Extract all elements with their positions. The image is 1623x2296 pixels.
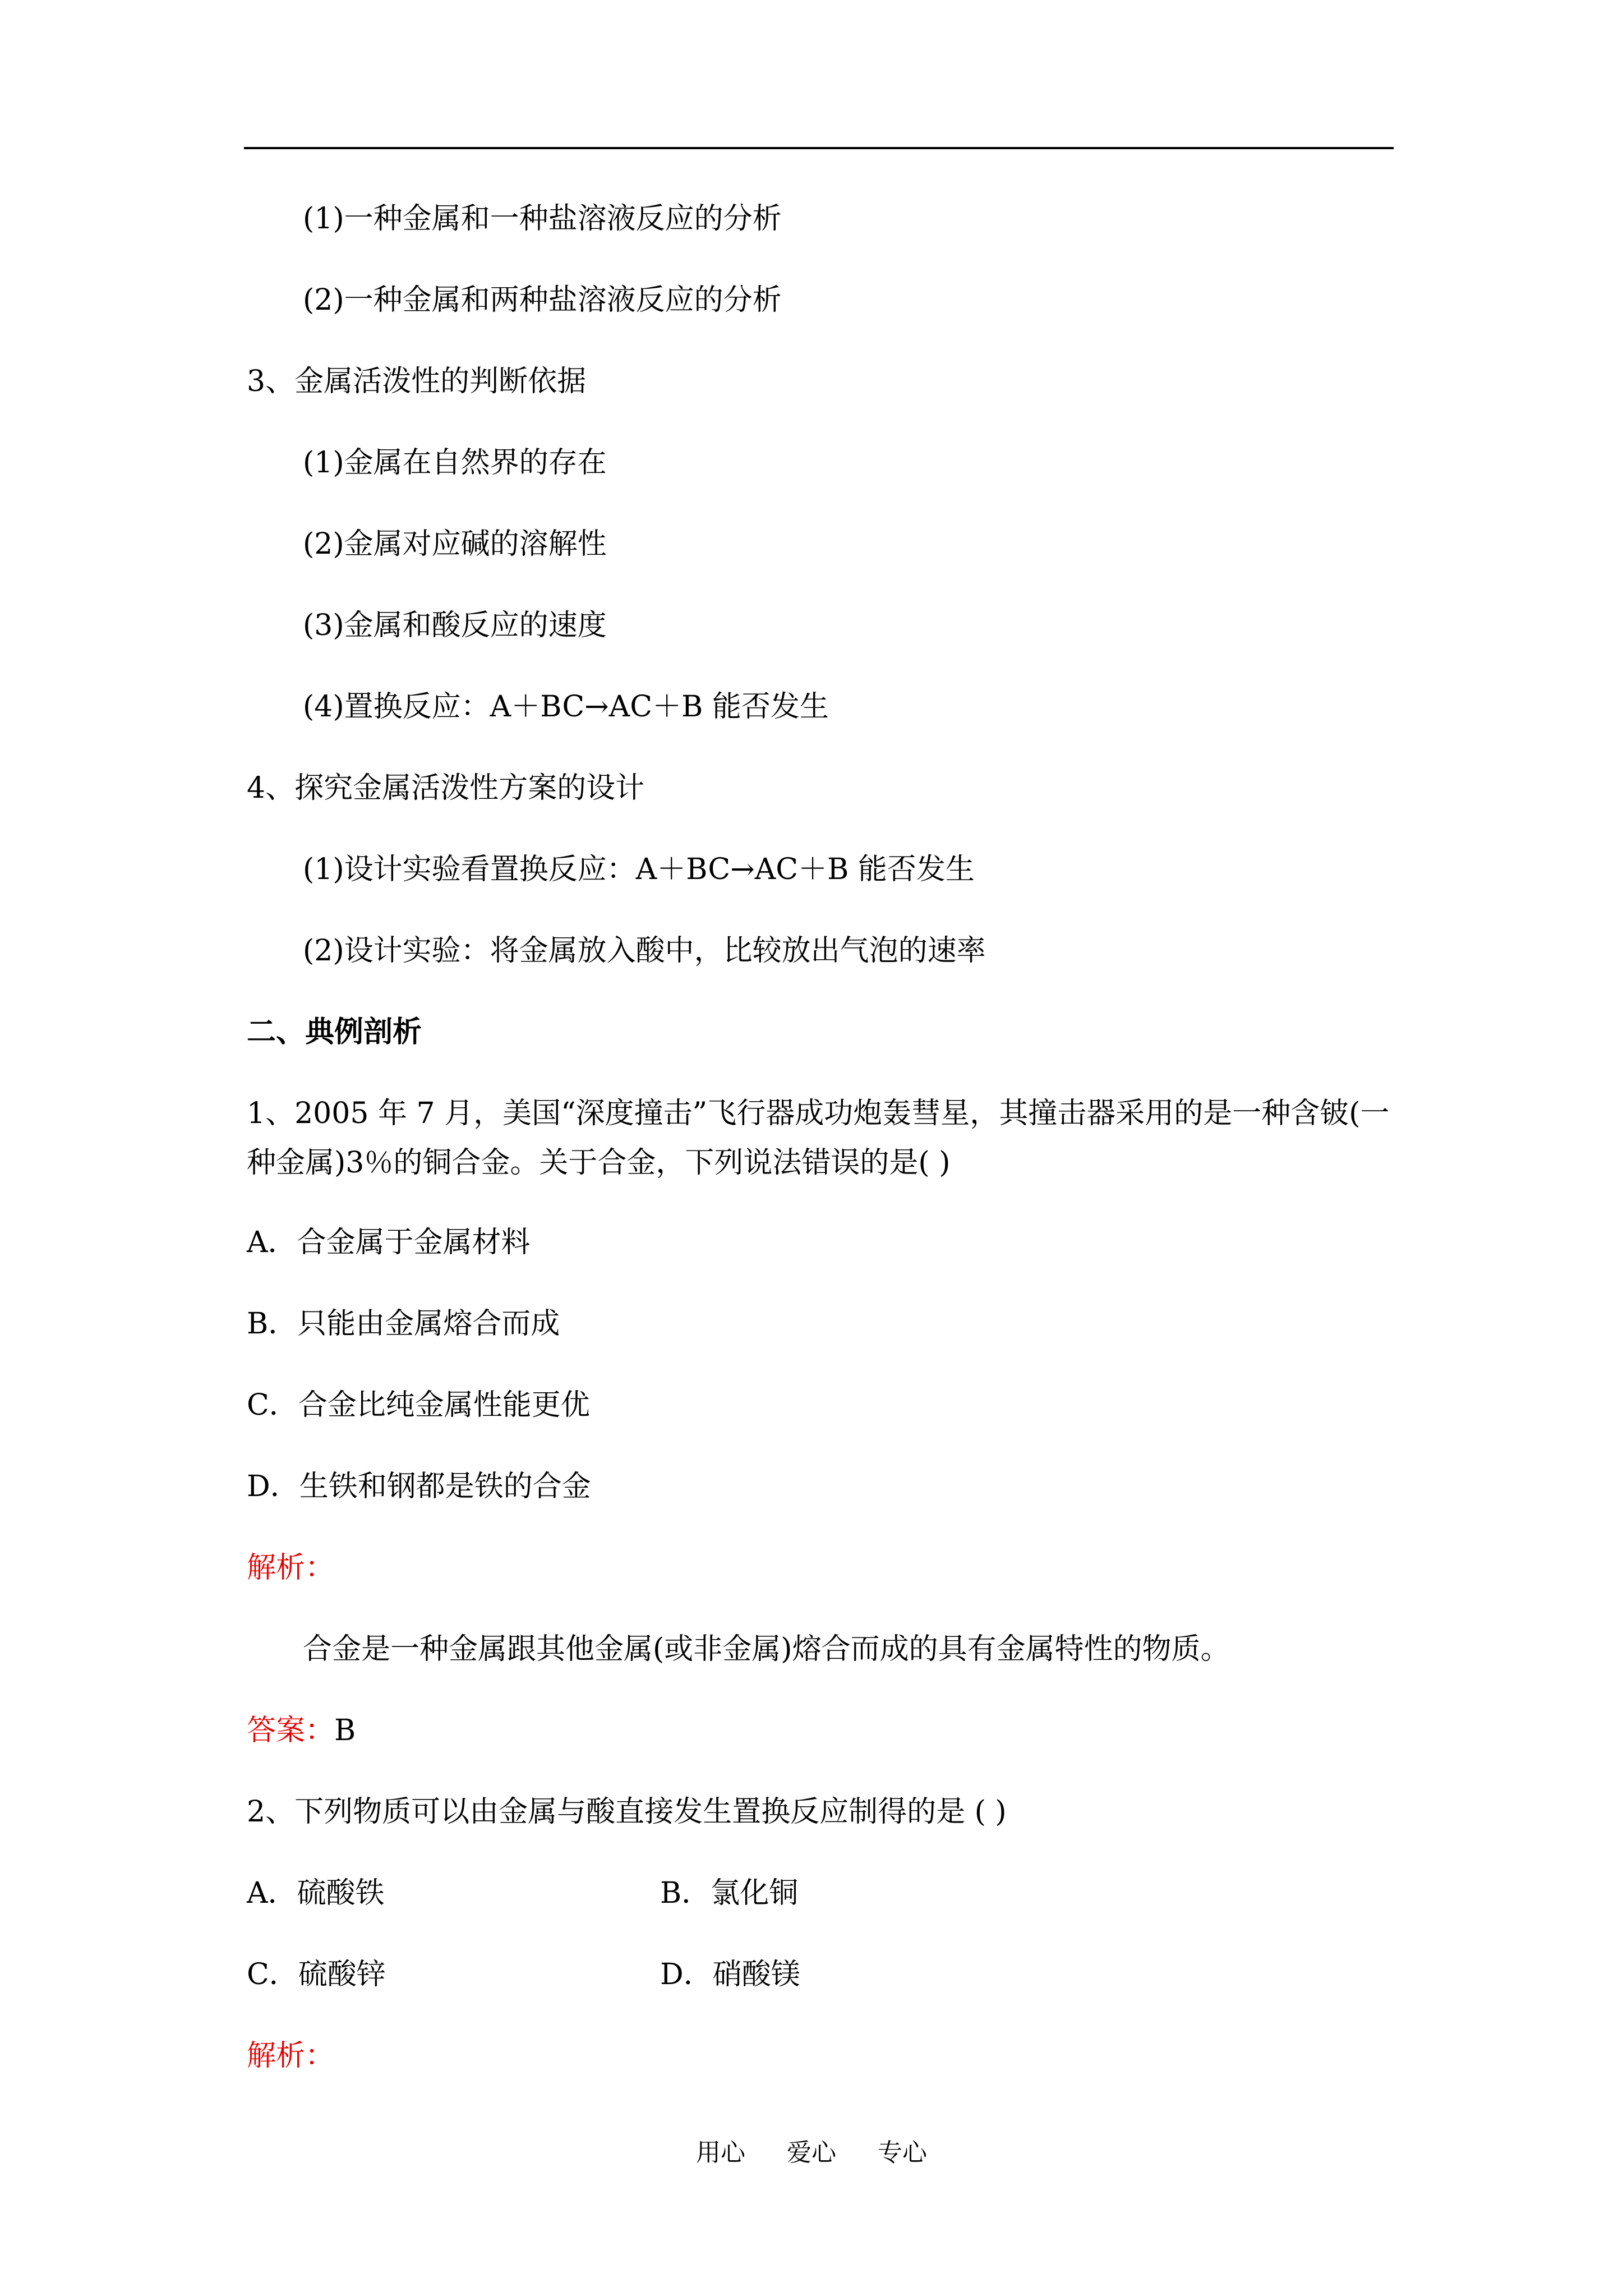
question-2-option-c: C．硫酸锌 — [247, 1958, 386, 1991]
outline-heading: 3、金属活泼性的判断依据 — [247, 365, 587, 398]
question-2-stem: 2、下列物质可以由金属与酸直接发生置换反应制得的是 ( ) — [247, 1795, 1007, 1829]
footer-text: 专心 — [878, 2138, 927, 2167]
outline-item: (2)金属对应碱的溶解性 — [303, 527, 607, 561]
outline-item: (2)设计实验：将金属放入酸中，比较放出气泡的速率 — [303, 934, 986, 968]
question-1-option-d: D．生铁和钢都是铁的合金 — [247, 1470, 591, 1503]
outline-item: (3)金属和酸反应的速度 — [303, 609, 607, 642]
question-1-answer — [247, 1713, 356, 1749]
outline-heading: 4、探究金属活泼性方案的设计 — [247, 771, 645, 805]
outline-item: (2)一种金属和两种盐溶液反应的分析 — [303, 283, 782, 317]
outline-item: (4)置换反应：A＋BC→AC＋B 能否发生 — [303, 690, 829, 724]
footer-text: 爱心 — [787, 2138, 836, 2167]
question-2-option-a: A．硫酸铁 — [247, 1876, 385, 1910]
question-1-stem: 1、2005 年 7 月，美国“深度撞击”飞行器成功炮轰彗星，其撞击器采用的是一种含铍(一 — [247, 1097, 1390, 1130]
footer-text: 用心 — [696, 2138, 745, 2167]
question-1-analysis-label: 解析： — [247, 1551, 335, 1585]
question-2-option-b: B．氯化铜 — [660, 1876, 799, 1910]
question-1-option-b: B．只能由金属熔合而成 — [247, 1307, 560, 1341]
header-rule — [244, 147, 1394, 149]
answer-value: B — [334, 1714, 356, 1747]
question-1-option-a: A．合金属于金属材料 — [247, 1226, 531, 1259]
question-1-stem-cont: 种金属)3％的铜合金。关于合金，下列说法错误的是( ) — [247, 1146, 951, 1180]
page-footer — [0, 2137, 1623, 2169]
question-2-option-d: D．硝酸镁 — [660, 1958, 800, 1991]
question-1-analysis-text: 合金是一种金属跟其他金属(或非金属)熔合而成的具有金属特性的物质。 — [303, 1632, 1230, 1666]
outline-item: (1)金属在自然界的存在 — [303, 446, 607, 480]
answer-label: 答案： — [247, 1714, 335, 1747]
outline-item: (1)一种金属和一种盐溶液反应的分析 — [303, 202, 782, 236]
section-title: 二、典例剖析 — [247, 1015, 422, 1049]
question-1-option-c: C．合金比纯金属性能更优 — [247, 1388, 590, 1422]
question-2-analysis-label: 解析： — [247, 2039, 335, 2073]
outline-item: (1)设计实验看置换反应：A＋BC→AC＋B 能否发生 — [303, 853, 975, 886]
